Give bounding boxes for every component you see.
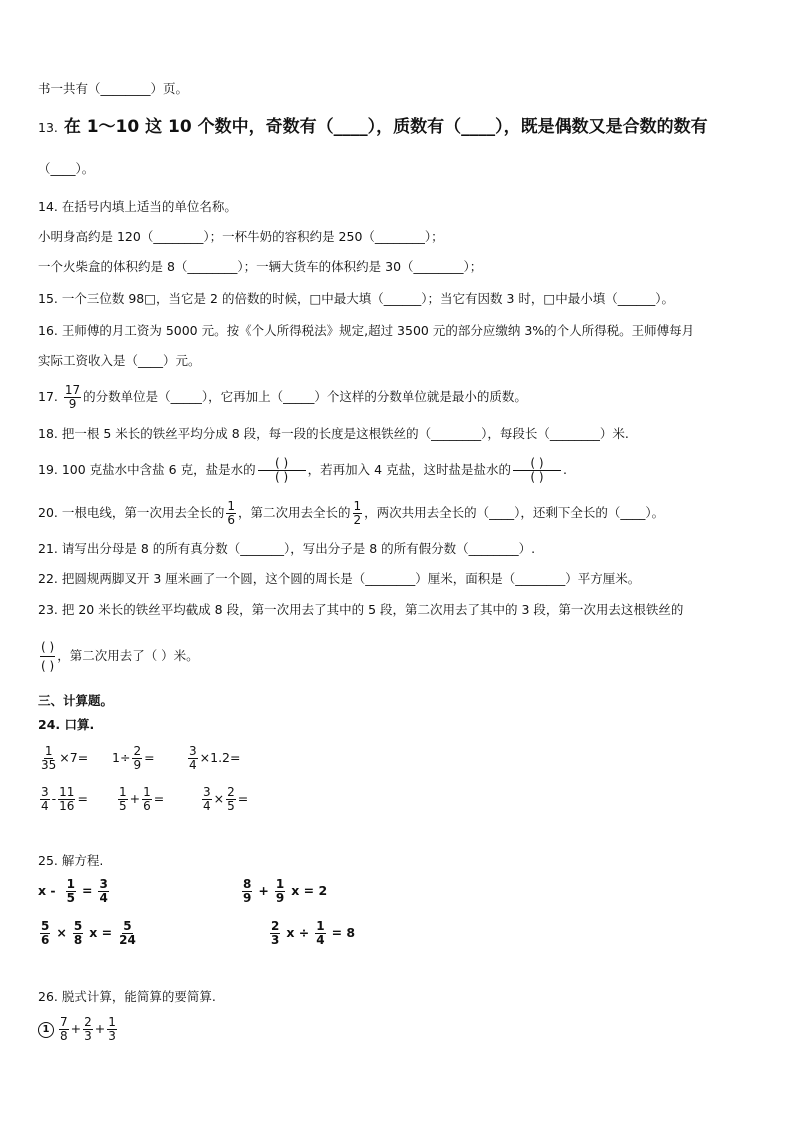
fraction-denominator: 3 [84, 1029, 92, 1043]
fraction-numerator: 2 [271, 919, 280, 933]
expr-rest: x = 2 [291, 883, 328, 898]
fraction-denominator: 5 [66, 891, 75, 905]
q23-line2 [38, 636, 199, 676]
fraction-denominator: 24 [119, 933, 136, 947]
fraction [98, 878, 108, 905]
q19-text-c: . [563, 462, 567, 477]
q22: 22. 把圆规两脚叉开 3 厘米画了一个圆，这个圆的周长是（________）厘米，面积是（________）平方厘米。 [38, 571, 641, 586]
q21: 21. 请写出分母是 8 的所有真分数（_______），写出分子是 8 的所有假分数（________）. [38, 541, 536, 556]
q24-title: 24. 口算. [38, 717, 95, 732]
fraction [270, 920, 280, 947]
equals-sign: = [81, 883, 93, 898]
fraction-denominator: 3 [271, 933, 280, 947]
expr-mid: x = [89, 925, 113, 940]
fraction [66, 878, 76, 905]
q17-number: 17. [38, 389, 58, 404]
fraction-numerator: 7 [60, 1015, 68, 1029]
q25-equation-1 [38, 878, 111, 905]
fraction-denominator: 3 [108, 1029, 116, 1043]
q20-fraction-2 [353, 500, 363, 527]
fraction-numerator: 2 [84, 1015, 92, 1029]
fraction-numerator: 1 [119, 785, 127, 799]
expr-mid: x ÷ [286, 925, 310, 940]
fraction-denominator: 9 [133, 758, 142, 772]
fraction-numerator: ( ) [513, 457, 561, 471]
q14-title: 14. 在括号内填上适当的单位名称。 [38, 199, 237, 214]
fraction-denominator: 6 [227, 513, 235, 527]
q13-line2: （____）。 [38, 161, 95, 176]
fraction-denominator: 9 [275, 891, 285, 905]
fraction-numerator: 2 [133, 744, 142, 758]
q19-blank-fraction-1 [258, 457, 306, 484]
fraction-numerator: 5 [73, 919, 83, 933]
fraction-denominator: 8 [60, 1029, 68, 1043]
q15: 15. 一个三位数 98□，当它是 2 的倍数的时候，□中最大填（______）；当它有因数 3 时，□中最小填（______）。 [38, 291, 674, 306]
fraction [142, 786, 152, 813]
q12-tail: 书一共有（________）页。 [38, 81, 189, 96]
q20-text-a: 20. 一根电线，第一次用去全长的 [38, 505, 225, 520]
operator: - [51, 791, 57, 806]
fraction-denominator: 16 [59, 799, 75, 813]
q26-title: 26. 脱式计算，能简算的要简算. [38, 989, 216, 1004]
fraction-numerator: 3 [99, 877, 108, 891]
fraction-denominator: 35 [41, 758, 57, 772]
fraction-numerator: 5 [123, 919, 132, 933]
fraction [242, 878, 252, 905]
operator: + [70, 1021, 82, 1036]
fraction-numerator: 2 [227, 785, 235, 799]
q24-expr-4 [38, 786, 88, 813]
fraction-numerator: 3 [41, 785, 49, 799]
fraction [40, 745, 57, 772]
q24-expr-1 [38, 745, 88, 772]
expr-rest: = 8 [331, 925, 356, 940]
fraction [118, 786, 128, 813]
q13-text: 在 1～10 这 10 个数中，奇数有（____），质数有（____），既是偶数又是合数的数有 [63, 117, 708, 137]
operator: × [213, 791, 225, 806]
q13-line1 [38, 118, 708, 137]
fraction-denominator: 5 [119, 799, 127, 813]
expr-prefix: x - [38, 883, 56, 898]
fraction [58, 786, 75, 813]
fraction [107, 1016, 117, 1043]
fraction-denominator: ( ) [275, 470, 289, 484]
q24-expr-2 [112, 745, 155, 772]
fraction-numerator: 1 [227, 499, 235, 513]
expr-prefix: 1÷ [112, 750, 131, 765]
fraction-denominator: 9 [68, 397, 77, 411]
q26-expression-1 [38, 1016, 119, 1043]
fraction [118, 920, 137, 947]
q24-expr-5 [116, 786, 164, 813]
q23-line1: 23. 把 20 米长的铁丝平均截成 8 段，第一次用去了其中的 5 段，第二次用去了其中的 3 段，第一次用去这根铁丝的 [38, 602, 684, 617]
fraction-numerator: 1 [275, 877, 285, 891]
fraction [226, 786, 236, 813]
section-3-title: 三、计算题。 [38, 693, 114, 708]
expr-rest: = [153, 791, 165, 806]
fraction [73, 920, 83, 947]
expr-rest: = [237, 791, 249, 806]
q19 [38, 454, 567, 486]
q23-text: ，第二次用去了（ ）米。 [57, 648, 199, 663]
fraction-numerator: 1 [66, 877, 75, 891]
fraction [275, 878, 285, 905]
fraction-numerator: ( ) [258, 457, 306, 471]
circled-number: 1 [38, 1022, 54, 1038]
q16-line2: 实际工资收入是（____）元。 [38, 353, 201, 368]
q20-fraction-1 [226, 500, 236, 527]
fraction-numerator: ( ) [40, 638, 55, 657]
q24-expr-6 [200, 786, 248, 813]
fraction-denominator: 4 [99, 891, 108, 905]
fraction-denominator: 9 [243, 891, 252, 905]
fraction-denominator: 4 [41, 799, 49, 813]
q14-line1: 小明身高约是 120（________）；一杯牛奶的容积约是 250（________）； [38, 229, 444, 244]
q25-equation-4 [268, 920, 359, 947]
fraction-numerator: 1 [353, 499, 362, 513]
fraction-denominator: 4 [189, 758, 197, 772]
fraction-numerator: 5 [41, 919, 50, 933]
q20-text-c: ，两次共用去全长的（____），还剩下全长的（____）。 [364, 505, 665, 520]
expr-rest: ×1.2= [199, 750, 241, 765]
q19-text-b: ，若再加入 4 克盐，这时盐是盐水的 [307, 462, 511, 477]
q19-blank-fraction-2 [513, 457, 561, 484]
fraction-numerator: 1 [316, 919, 325, 933]
fraction [315, 920, 325, 947]
q20-text-b: ，第二次用去全长的 [238, 505, 351, 520]
fraction [40, 920, 50, 947]
q25-equation-3 [38, 920, 139, 947]
q14-line2: 一个火柴盒的体积约是 8（________）；一辆大货车的体积约是 30（________）； [38, 259, 483, 274]
fraction [40, 786, 50, 813]
operator: + [94, 1021, 106, 1036]
expr-rest: ×7= [59, 750, 89, 765]
q17-text: 的分数单位是（_____），它再加上（_____）个这样的分数单位就是最小的质数。 [83, 389, 527, 404]
fraction-numerator: 1 [44, 744, 53, 758]
fraction-denominator: 4 [316, 933, 325, 947]
fraction [83, 1016, 93, 1043]
q25-title: 25. 解方程. [38, 853, 104, 868]
operator: + [129, 791, 141, 806]
fraction-numerator: 11 [59, 785, 75, 799]
expr-rest: = [77, 791, 88, 806]
fraction-numerator: 8 [243, 877, 252, 891]
q18: 18. 把一根 5 米长的铁丝平均分成 8 段，每一段的长度是这根铁丝的（________），每段长（________）米. [38, 426, 629, 441]
q23-blank-fraction [40, 638, 55, 675]
operator: + [258, 883, 269, 898]
q16-line1: 16. 王师傅的月工资为 5000 元。按《个人所得税法》规定,超过 3500 元的部分应缴纳 3%的个人所得税。王师傅每月 [38, 323, 695, 338]
fraction-denominator: 5 [227, 799, 235, 813]
fraction-numerator: 17 [64, 383, 81, 397]
q20 [38, 498, 664, 528]
q17 [38, 382, 527, 412]
operator: × [56, 925, 67, 940]
fraction-numerator: 3 [189, 744, 197, 758]
q13-number: 13. [38, 120, 58, 135]
fraction-numerator: 1 [108, 1015, 116, 1029]
q19-text-a: 19. 100 克盐水中含盐 6 克，盐是水的 [38, 462, 256, 477]
fraction-denominator: 6 [143, 799, 151, 813]
fraction-denominator: 2 [353, 513, 362, 527]
fraction-denominator: ( ) [530, 470, 544, 484]
fraction [59, 1016, 69, 1043]
fraction-denominator: 8 [73, 933, 83, 947]
q25-equation-2 [240, 878, 331, 905]
fraction-denominator: ( ) [41, 659, 55, 673]
fraction-numerator: 1 [143, 785, 151, 799]
expr-rest: = [144, 750, 155, 765]
q17-fraction [64, 384, 81, 411]
fraction-numerator: 3 [203, 785, 211, 799]
fraction-denominator: 6 [41, 933, 50, 947]
fraction [202, 786, 212, 813]
fraction [132, 745, 142, 772]
fraction [188, 745, 198, 772]
q24-expr-3 [186, 745, 240, 772]
fraction-denominator: 4 [203, 799, 211, 813]
